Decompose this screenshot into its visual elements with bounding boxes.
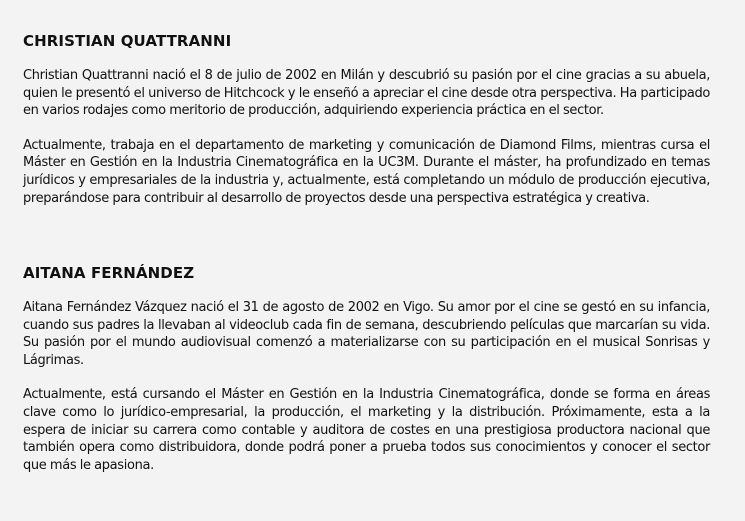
bio-paragraph: Actualmente, trabaja en el departamento de marketing y comunicación de Diamond Films, mientras cursa el Máster en Gestión en la Industria Cinematográfica en la UC3M. Durante el máster, ha profundizado en temas jurídicos y empresariales de la industria y, actualmente, está completando un módulo de producción ejecutiva, preparándose para contribuir al desarrollo de proyectos desde una perspectiva estratégica y creativa. (23, 137, 710, 206)
bio-section-christian (23, 32, 710, 207)
bio-paragraph: Aitana Fernández Vázquez nació el 31 de agosto de 2002 en Vigo. Su amor por el cine se gestó en su infancia, cuando sus padres la llevaban al videoclub cada fin de semana, descubriendo películas que marcarían su vida. Su pasión por el mundo audiovisual comenzó a materializarse con su participación en el musical Sonrisas y Lágrimas. (23, 300, 710, 368)
person-name: AITANA FERNÁNDEZ (23, 264, 195, 282)
bio-paragraph: Christian Quattranni nació el 8 de julio de 2002 en Milán y descubrió su pasión por el cine gracias a su abuela, quien le presentó el universo de Hitchcock y le enseñó a apreciar el cine desde otra perspectiva. Ha participado en varios rodajes como meritorio de producción, adquiriendo experiencia práctica en el sector. (23, 68, 710, 119)
bio-section-aitana (23, 264, 710, 474)
bio-paragraph: Actualmente, está cursando el Máster en Gestión en la Industria Cinematográfica, donde se forma en áreas clave como lo jurídico-empresarial, la producción, el marketing y la distribución. Próximamente, esta a la espera de iniciar su carrera como contable y auditora de costes en una prestigiosa productora nacional que también opera como distribuidora, donde podrá poner a prueba todos sus conocimientos y conocer el sector que más le apasiona. (23, 387, 710, 473)
person-name: CHRISTIAN QUATTRANNI (23, 32, 232, 50)
